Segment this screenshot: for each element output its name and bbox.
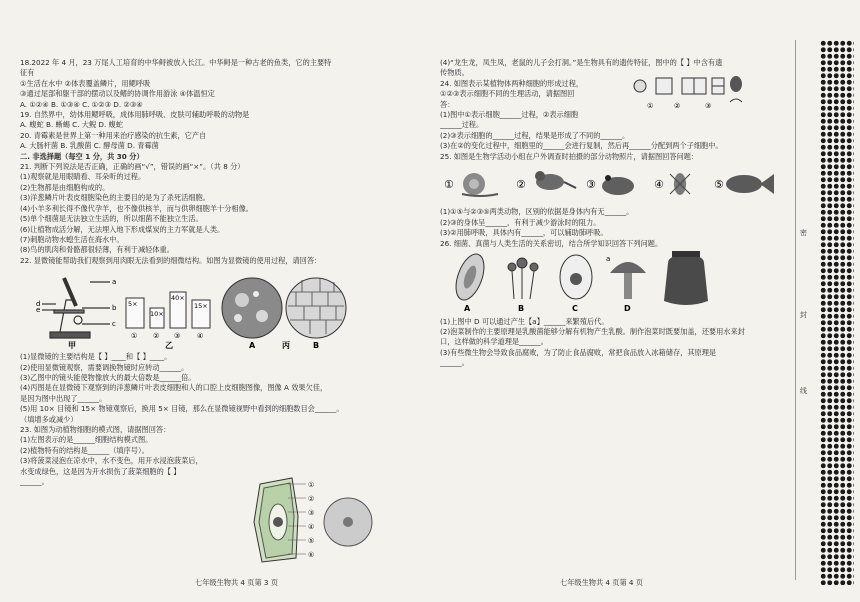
question-line: ______。 <box>20 477 49 486</box>
question-line: (1)显微镜的主要结构是【 】____和【 】____。 <box>20 352 172 362</box>
pickle-jar <box>664 251 708 305</box>
question-line: (1)观察就是用眼睛看、耳朵听的过程。 <box>20 172 146 182</box>
question-line: (1)图中①表示细胞______过程，②表示细胞 <box>440 110 579 120</box>
section-heading: 二. 非选择题（每空 1 分，共 30 分） <box>20 151 144 161</box>
question-line: ①生活在水中 ②体表覆盖鳞片，用鳃呼吸 <box>20 78 151 88</box>
animal-number: ③ <box>586 178 596 192</box>
caption-yi: 乙 <box>165 341 173 351</box>
question-line: (1)左图表示的是______细胞结构模式图。 <box>20 435 153 445</box>
question-line: 26. 细菌、真菌与人类生活的关系密切，结合所学知识回答下列问题。 <box>440 238 663 248</box>
question-line: 20. 青霉素是世界上第一种用来治疗感染的抗生素，它产自 <box>20 130 207 140</box>
fig24-cells <box>632 74 742 134</box>
scope-label-c: c <box>112 320 116 329</box>
question-line: (7)刺胞动物水螅生活在海水中。 <box>20 234 124 244</box>
snail <box>462 173 498 196</box>
question-line: 18.2022 年 4 月，23 万尾人工培育的中华鲟被放入长江。中华鲟是一种古老的鱼类，它的主要特 <box>20 58 332 67</box>
question-line: (2)③的身体呈______，有利于减少游泳时的阻力。 <box>440 217 601 227</box>
binding-char: 线 <box>800 387 807 395</box>
question-line: (2)生物都是由细胞构成的。 <box>20 182 110 192</box>
mushroom-d <box>610 262 646 299</box>
lens-number: ③ <box>174 332 181 341</box>
question-line: (3)乙图中的镜头能使物像放大的最大倍数是______倍。 <box>20 372 196 382</box>
question-line: (3)②用肺呼吸，具体内有______，可以辅助肺呼吸。 <box>440 228 608 238</box>
binding-char: 封 <box>800 311 807 319</box>
sparrow <box>535 171 576 190</box>
mold-b <box>508 258 538 299</box>
scope-label-d: d <box>36 300 41 309</box>
microbe-label: C <box>572 304 578 314</box>
view-a <box>222 278 282 338</box>
question-line: 22. 显微镜能帮助我们观察到用肉眼无法看到的细微结构。如图为显微镜的使用过程，请回答： <box>20 255 322 265</box>
question-line: 24. 如图表示某植物体两种细胞的形成过程， <box>440 78 584 88</box>
view-label-b: B <box>313 341 320 351</box>
microscope-figure <box>20 270 415 350</box>
process-step: ③ <box>705 102 712 110</box>
question-line: (2)③表示细胞的______过程，结果是形成了不同的______。 <box>440 130 630 140</box>
page-footer-right: 七年级生物共 4 页第 4 页 <box>560 578 643 587</box>
lens-group <box>126 292 210 328</box>
fig26-microbes <box>440 249 785 313</box>
question-line: (5)用 10× 目镜和 15× 物镜观察后，换用 5× 目镜，那么在显微镜视野中看到的细胞数目会______。 <box>20 404 344 414</box>
caption-jia: 甲 <box>68 341 76 351</box>
view-b <box>286 278 346 338</box>
question-line: 是因为图中出现了______。 <box>20 393 107 403</box>
microbe-label: D <box>624 304 631 314</box>
question-line: 传物质。 <box>440 68 469 78</box>
lens-label: 5× <box>128 300 138 309</box>
question-line: ③通过尾部和躯干部的摆动以及鳍的协调作用游泳 ④体温恒定 <box>20 89 215 99</box>
question-line: (2)使用显微镜观察，需要调换物镜时应转动______。 <box>20 362 189 372</box>
cell-label: ③ <box>308 509 315 517</box>
question-line: (2)泡菜制作的主要原理是乳酸菌能够分解有机物产生乳酸。制作泡菜时既要加盖，还要用水来封 <box>440 326 745 336</box>
right-column <box>440 58 785 369</box>
fig25-animals <box>440 162 785 204</box>
spore-mark: a <box>606 255 611 264</box>
question-line: ①②③表示细胞不同的生理活动，请据图回 <box>440 89 575 99</box>
question-line: 25. 如图是生物学活动小组在户外调查时拍摄的部分动物照片，请据图回答问题： <box>440 151 699 161</box>
question-line: 19. 自然界中，幼体用鳃呼吸，成体用肺呼吸、皮肤可辅助呼吸的动物是 <box>20 110 250 120</box>
caption-bing: 丙 <box>282 341 290 351</box>
lens-label: 10× <box>150 310 164 319</box>
lens-number: ④ <box>197 332 204 341</box>
frog <box>602 175 634 195</box>
lens-label: 40× <box>171 294 185 303</box>
animal-number: ① <box>444 178 454 192</box>
question-line: (4)“龙生龙，凤生凤，老鼠的儿子会打洞。”是生物具有的遗传特征，图中的【 】中含有遗 <box>440 58 723 67</box>
cell-figure <box>248 476 378 566</box>
process-step: ② <box>674 102 681 110</box>
scope-label-b: b <box>112 304 117 313</box>
scope-label-e: e <box>36 306 41 315</box>
cell-label: ② <box>308 495 315 503</box>
binding-line <box>795 40 796 580</box>
question-line: (5)单个细菌是无法独立生活的，所以细菌不能独立生活。 <box>20 214 203 224</box>
cell-label: ⑥ <box>308 551 315 559</box>
question-line: A. ①②④ B. ①③④ C. ①②③ D. ②③④ <box>20 99 143 109</box>
animal-number: ④ <box>654 178 664 192</box>
binding-dots <box>820 40 854 585</box>
fish <box>726 174 774 194</box>
question-line: 征有 <box>20 68 35 78</box>
process-step: ① <box>647 102 654 110</box>
microbe-label: A <box>464 304 471 314</box>
plant-cell <box>254 478 298 562</box>
question-line: (3)在②的变化过程中，细胞里的______会进行复制，然后再______分配到两个子细胞中。 <box>440 141 723 151</box>
animal-number: ② <box>516 178 526 192</box>
question-line: (6)让植物成活分解，无法埋入地下形成煤炭的主力军就是人类。 <box>20 224 225 234</box>
binding-char: 密 <box>800 229 807 237</box>
animal-cell-nucleus <box>343 517 353 527</box>
question-line: (1)①⑤与②③⑤两类动物，区别的依据是身体内有无______。 <box>440 207 634 217</box>
animal-number: ⑤ <box>714 178 724 192</box>
question-line: 水变成绿色，这是因为开水损伤了菠菜细胞的【 】 <box>20 466 181 476</box>
lens-number: ② <box>153 332 160 341</box>
question-line: (4)小羊多利长得不像代孕羊，也不像供核羊，而与供卵细胞羊十分相像。 <box>20 203 253 213</box>
question-line: （填增多或减少） <box>20 414 78 424</box>
left-column <box>20 58 415 559</box>
question-line: ______过程。 <box>440 120 484 130</box>
insect <box>670 173 690 195</box>
question-line: (3)将菠菜浸泡在凉水中，水不变色，用开水浸泡菠菜后， <box>20 456 203 466</box>
question-line: 答： <box>440 99 455 109</box>
question-line: 口，这样做的科学道理是______。 <box>440 337 548 347</box>
question-line: (3)有些微生物会导致食品腐败，为了防止食品腐败，常把食品放入冰箱储存，其原理是 <box>440 347 717 357</box>
question-line: ______。 <box>440 358 469 368</box>
figure-22 <box>20 270 415 350</box>
question-line: (3)洋葱鳞片叶表皮细胞染色的主要目的是为了杀死活细胞。 <box>20 193 210 203</box>
question-line: A. 蝮蛇 B. 蜥蜴 C. 大鲵 D. 蝮蛇 <box>20 120 123 130</box>
question-line: 21. 判断下列说法是否正确，正确的画“√”，错误的画“×”。（共 8 分） <box>20 162 245 172</box>
view-label-a: A <box>249 341 256 351</box>
microscope-drawing <box>42 278 110 338</box>
cell-label: ④ <box>308 523 315 531</box>
yeast-c <box>560 255 592 299</box>
question-line: (8)鸟的肌肉和骨骼都很轻薄，有利于减轻体重。 <box>20 245 174 255</box>
question-line: (4)丙图是在显微镜下观察到的洋葱鳞片叶表皮细胞和人的口腔上皮细胞图像，图像 A 效果欠佳， <box>20 383 328 393</box>
page-footer-left: 七年级生物共 4 页第 3 页 <box>195 578 278 587</box>
lens-label: 15× <box>194 302 208 311</box>
scope-label-a: a <box>112 278 117 287</box>
bacterium-a <box>451 250 490 303</box>
cell-label: ① <box>308 481 315 489</box>
question-line: (2)植物特有的结构是______（填序号）。 <box>20 445 149 455</box>
question-line: (1)上图中 D 可以通过产生【a】______来繁殖后代。 <box>440 316 609 326</box>
question-line: 23. 如图为动植物细胞的模式图，请据图回答： <box>20 424 171 434</box>
question-line: A. 大肠杆菌 B. 乳酸菌 C. 酵母菌 D. 青霉菌 <box>20 141 159 151</box>
microbe-label: B <box>518 304 525 314</box>
cell-label: ⑤ <box>308 537 315 545</box>
lens-number: ① <box>131 332 138 341</box>
